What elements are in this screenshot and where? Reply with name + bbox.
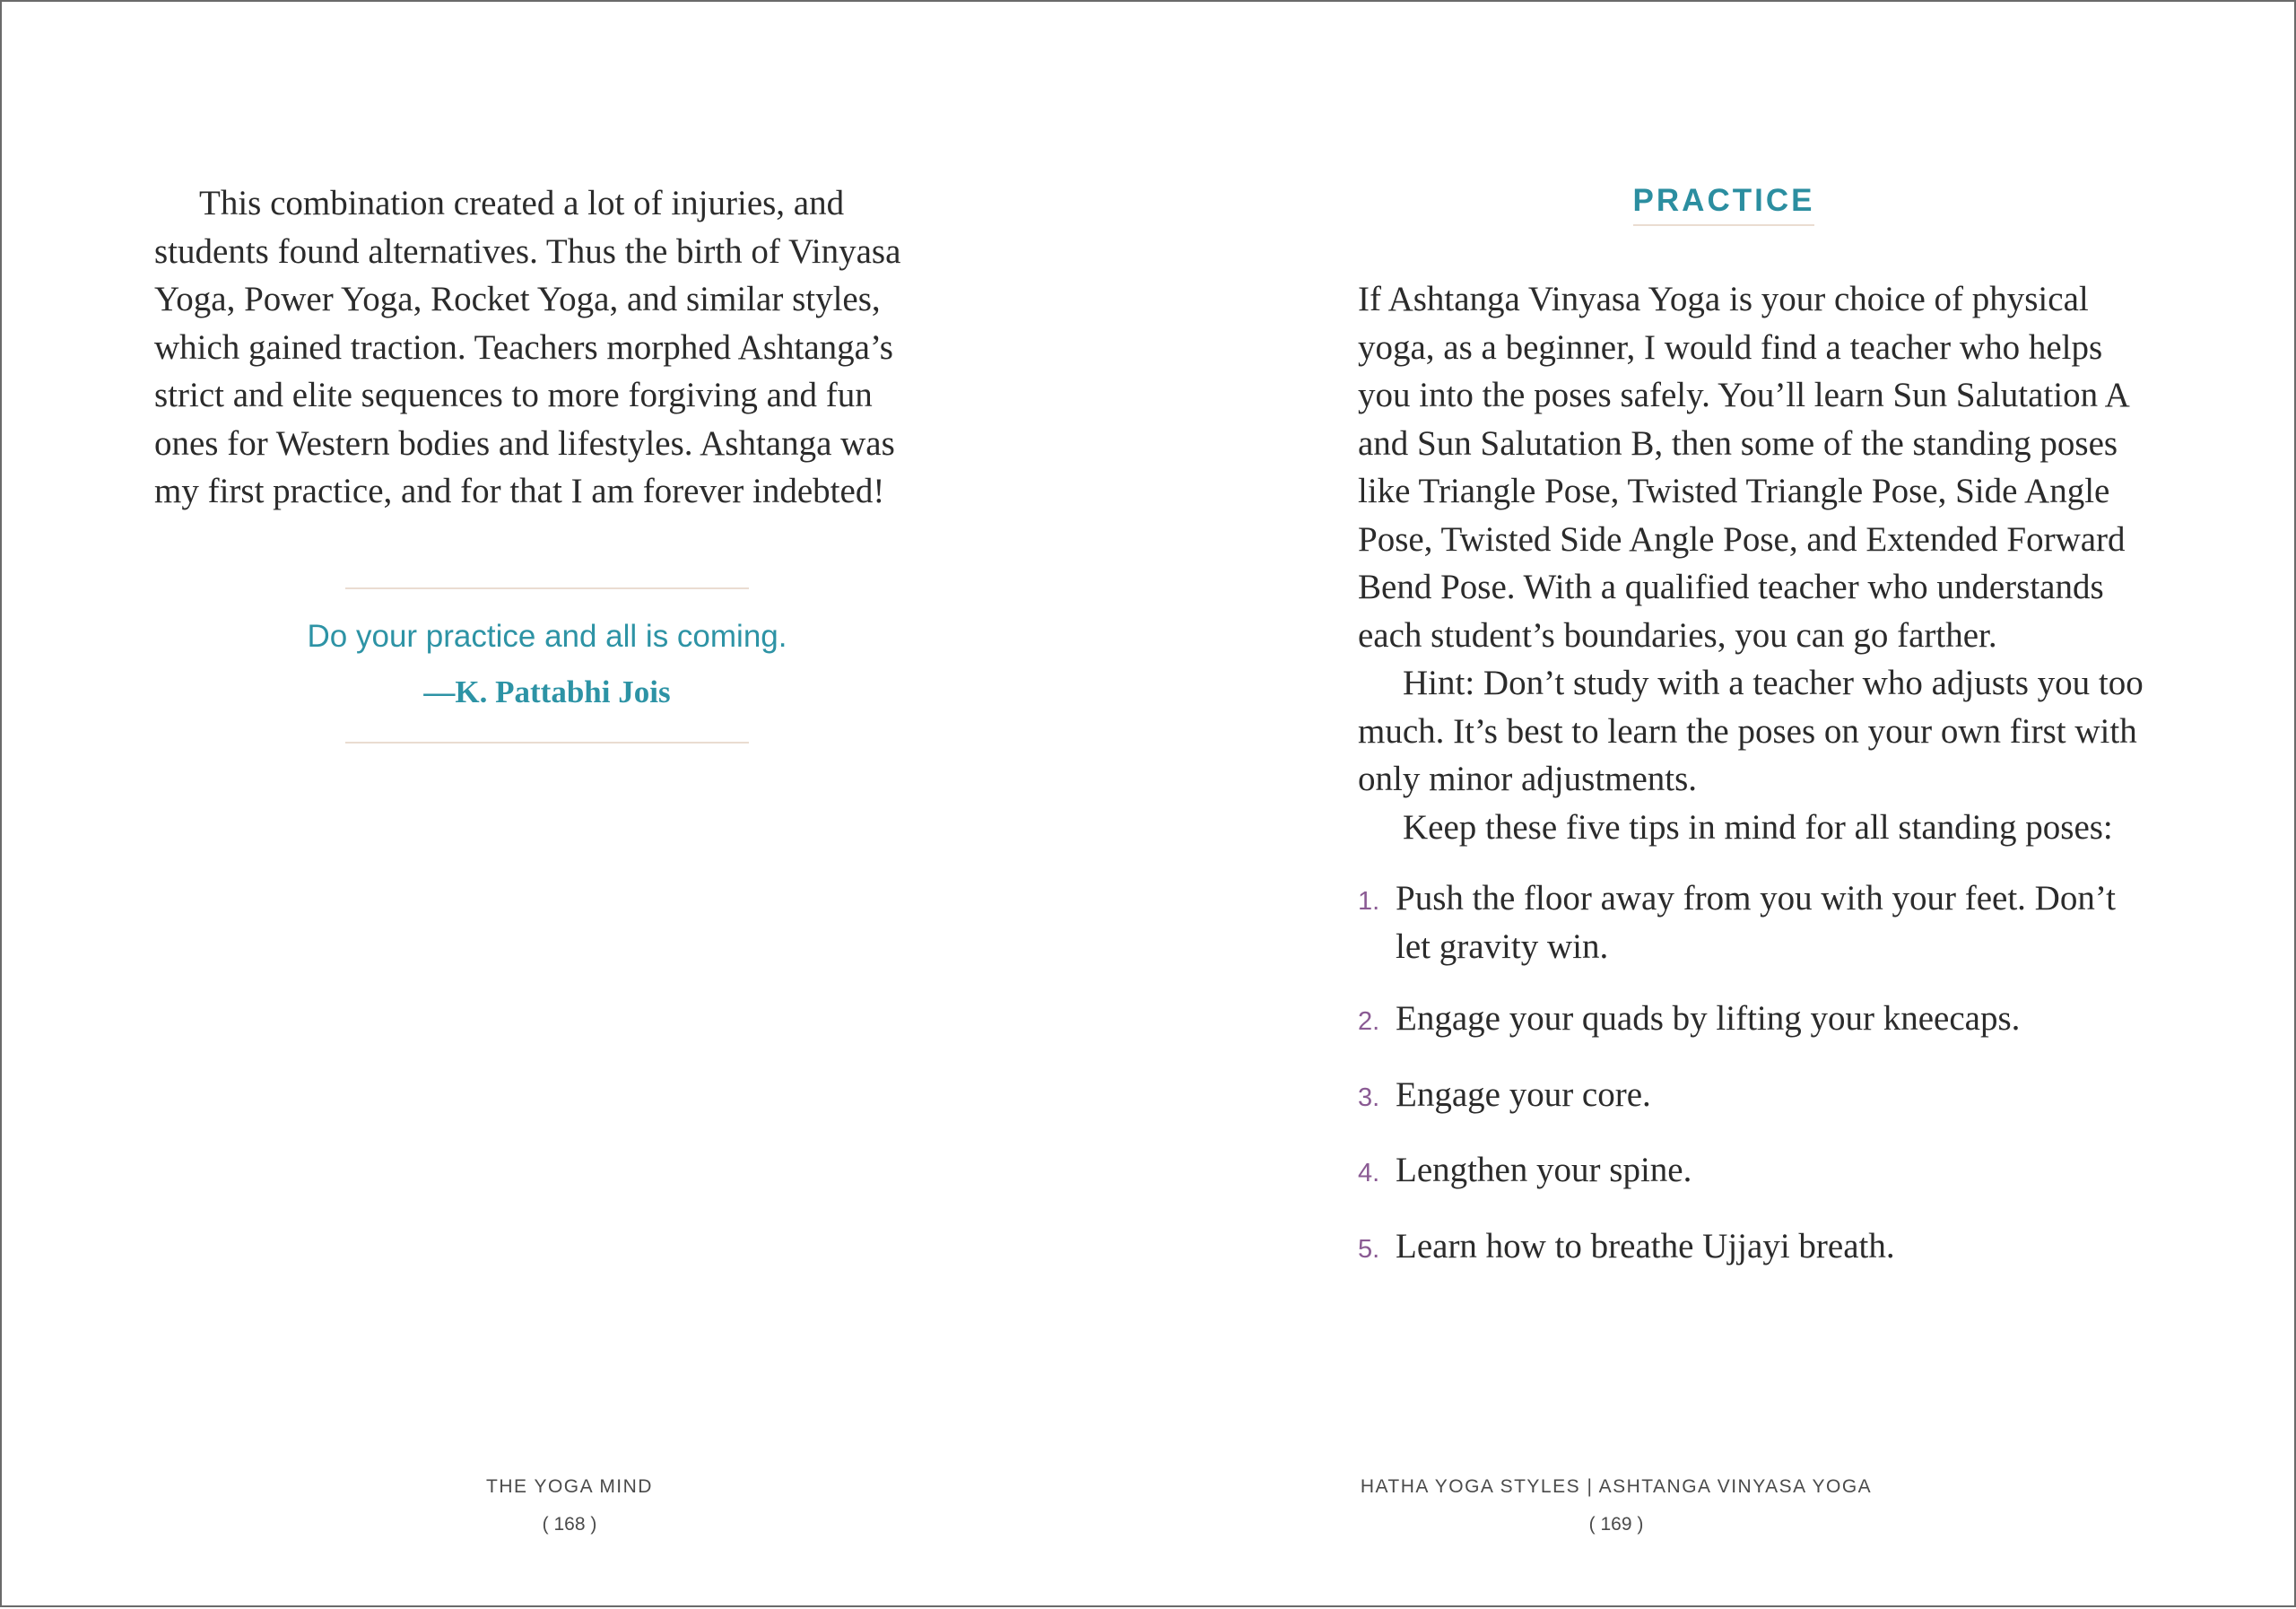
right-page xyxy=(1150,2,2296,1609)
list-number: 2. xyxy=(1358,1007,1380,1036)
quote-top-rule xyxy=(345,587,749,589)
section-heading xyxy=(1150,183,2296,226)
running-head: THE YOGA MIND xyxy=(486,1476,653,1497)
list-item xyxy=(1358,1071,2147,1123)
list-item xyxy=(1358,1222,2147,1274)
tips-list xyxy=(1358,874,2147,1274)
list-item xyxy=(1358,874,2147,970)
quote-text: Do your practice and all is coming. xyxy=(307,619,787,654)
left-paragraph: This combination created a lot of injuries, and students found alternatives. Thus the birth of Vinyasa Yoga, Power Yoga, Rocket Yoga, and similar styles, which gained traction. Teachers morphed Ashtanga’s strict and elite sequences to more forgiving and fun ones for Western bodies and lifestyles. Ashtanga was my first practice, and for that I am forever indebted! xyxy=(154,184,901,510)
list-number: 4. xyxy=(1358,1159,1380,1187)
quote-bottom-rule xyxy=(345,742,749,744)
list-number: 3. xyxy=(1358,1083,1380,1112)
paragraph: Hint: Don’t study with a teacher who adjusts you too much. It’s best to learn the poses on your own first with only minor adjustments. xyxy=(1358,664,2144,798)
page-number: ( 168 ) xyxy=(542,1514,597,1535)
left-page xyxy=(2,2,1150,1609)
list-item-text: Engage your core. xyxy=(1396,1074,1651,1114)
list-item-text: Push the floor away from you with your feet. Don’t let gravity win. xyxy=(1396,879,2116,966)
running-head: HATHA YOGA STYLES | ASHTANGA VINYASA YOGA xyxy=(1360,1476,1873,1497)
list-item-text: Lengthen your spine. xyxy=(1396,1151,1692,1189)
paragraph: Keep these five tips in mind for all standing poses: xyxy=(1403,807,2113,847)
list-item-text: Engage your quads by lifting your kneecaps. xyxy=(1396,999,2021,1038)
list-item xyxy=(1358,1146,2147,1198)
right-footer xyxy=(944,1473,2289,1539)
list-number: 1. xyxy=(1358,887,1380,916)
paragraph: If Ashtanga Vinyasa Yoga is your choice of physical yoga, as a beginner, I would find a teacher who helps you into the poses safely. You’ll learn Sun Salutation A and Sun Salutation B, then some of the standing poses like Triangle Pose, Twisted Triangle Pose, Side Angle Pose, Twisted Side Angle Pose, and Extended Forward Bend Pose. With a qualified teacher who understands each student’s boundaries, you can go farther. xyxy=(1358,280,2128,655)
pull-quote xyxy=(307,587,787,744)
section-title: PRACTICE xyxy=(1633,183,1815,226)
page-number: ( 169 ) xyxy=(1588,1514,1644,1535)
list-item-text: Learn how to breathe Ujjayi breath. xyxy=(1396,1226,1895,1265)
list-item xyxy=(1358,995,2147,1047)
right-content xyxy=(1358,275,2147,1298)
quote-author: —K. Pattabhi Jois xyxy=(423,674,671,709)
list-number: 5. xyxy=(1358,1234,1380,1264)
